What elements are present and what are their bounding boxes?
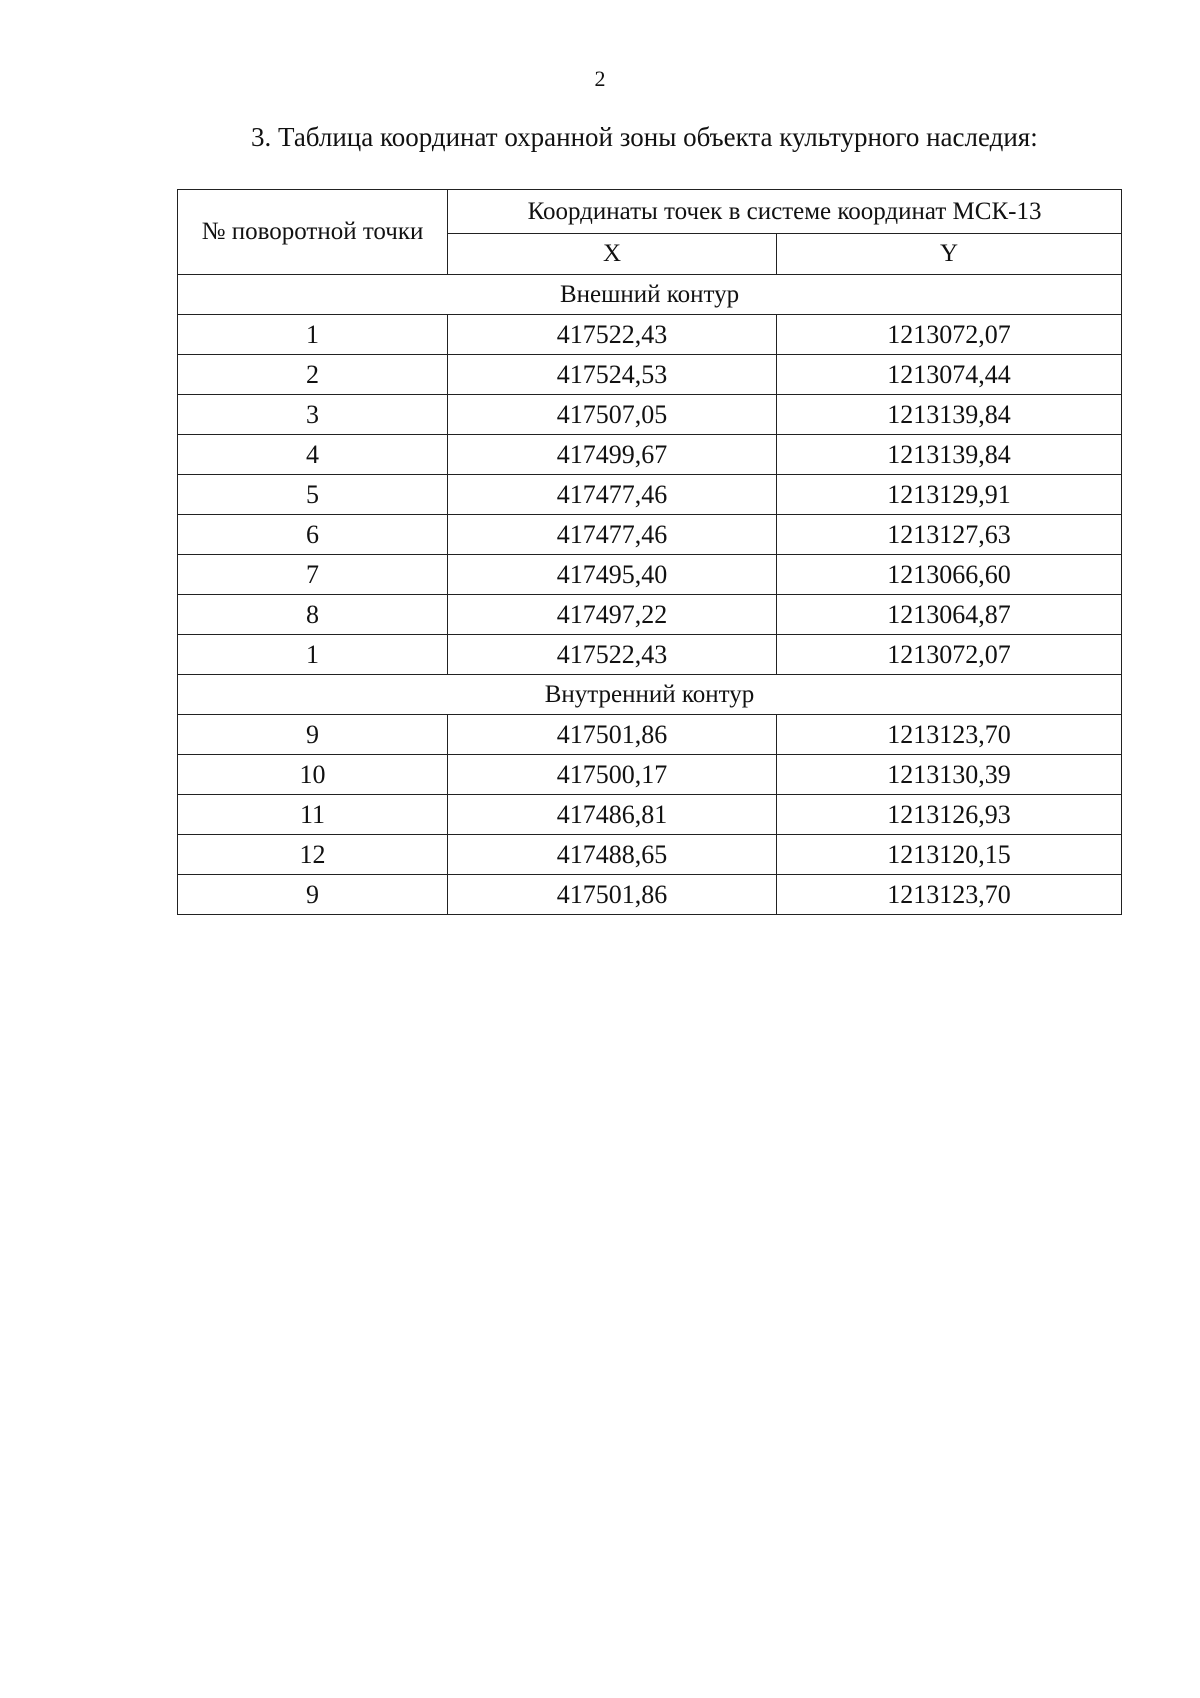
x-coordinate-cell: 417524,53 [448,355,777,395]
point-number-cell: 3 [178,395,448,435]
x-coordinate-cell: 417488,65 [448,835,777,875]
point-number-cell: 10 [178,755,448,795]
y-coordinate-cell: 1213123,70 [777,715,1122,755]
table-row [178,515,1122,555]
coordinates-header: Координаты точек в системе координат МСК-13 [448,190,1122,234]
x-coordinate-cell: 417522,43 [448,315,777,355]
y-coordinate-cell: 1213123,70 [777,875,1122,915]
table-row [178,475,1122,515]
point-number-cell: 1 [178,635,448,675]
x-coordinate-cell: 417477,46 [448,515,777,555]
x-coordinate-cell: 417501,86 [448,875,777,915]
table-row [178,435,1122,475]
table-row [178,875,1122,915]
point-number-cell: 7 [178,555,448,595]
x-coordinate-cell: 417497,22 [448,595,777,635]
x-coordinate-cell: 417501,86 [448,715,777,755]
x-coordinate-cell: 417499,67 [448,435,777,475]
coordinates-table [177,189,1122,915]
y-coordinate-cell: 1213074,44 [777,355,1122,395]
point-number-header: № поворотной точки [178,190,448,275]
point-number-cell: 5 [178,475,448,515]
x-coordinate-cell: 417500,17 [448,755,777,795]
y-coordinate-cell: 1213139,84 [777,395,1122,435]
table-heading: 3. Таблица координат охранной зоны объекта культурного наследия: [251,122,1038,152]
section-row [178,675,1122,715]
table-body [178,275,1122,915]
x-column-header: X [448,234,777,275]
point-number-cell: 6 [178,515,448,555]
x-coordinate-cell: 417522,43 [448,635,777,675]
page-number: 2 [594,66,606,91]
table-row [178,555,1122,595]
point-number-cell: 4 [178,435,448,475]
y-coordinate-cell: 1213072,07 [777,635,1122,675]
table-header [178,190,1122,275]
point-number-cell: 2 [178,355,448,395]
x-coordinate-cell: 417486,81 [448,795,777,835]
y-coordinate-cell: 1213127,63 [777,515,1122,555]
point-number-cell: 9 [178,715,448,755]
point-number-cell: 12 [178,835,448,875]
point-number-cell: 8 [178,595,448,635]
x-coordinate-cell: 417495,40 [448,555,777,595]
section-title: Внутренний контур [178,675,1122,715]
table-row [178,355,1122,395]
table-row [178,835,1122,875]
x-coordinate-cell: 417477,46 [448,475,777,515]
y-coordinate-cell: 1213139,84 [777,435,1122,475]
section-row [178,275,1122,315]
point-number-cell: 9 [178,875,448,915]
y-coordinate-cell: 1213072,07 [777,315,1122,355]
y-coordinate-cell: 1213126,93 [777,795,1122,835]
x-coordinate-cell: 417507,05 [448,395,777,435]
table-row [178,795,1122,835]
y-coordinate-cell: 1213064,87 [777,595,1122,635]
section-title: Внешний контур [178,275,1122,315]
y-coordinate-cell: 1213066,60 [777,555,1122,595]
y-coordinate-cell: 1213129,91 [777,475,1122,515]
table-row [178,315,1122,355]
table-row [178,395,1122,435]
y-coordinate-cell: 1213120,15 [777,835,1122,875]
table-row [178,715,1122,755]
point-number-cell: 11 [178,795,448,835]
point-number-cell: 1 [178,315,448,355]
table-row [178,595,1122,635]
y-column-header: Y [777,234,1122,275]
table-row [178,635,1122,675]
y-coordinate-cell: 1213130,39 [777,755,1122,795]
table-row [178,755,1122,795]
